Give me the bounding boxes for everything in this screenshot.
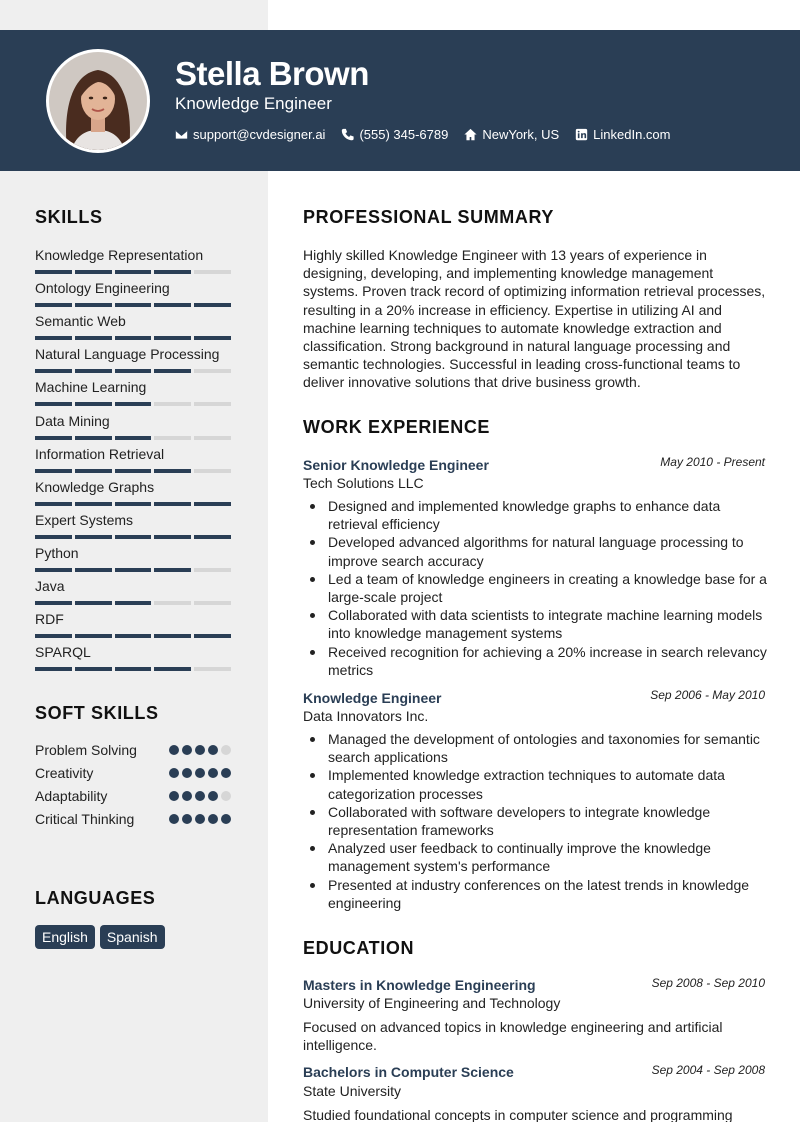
skill-level-bar (35, 303, 231, 307)
skill-level-segment (35, 667, 72, 671)
skill-item (35, 247, 231, 274)
skill-level-segment (115, 303, 152, 307)
skill-item (35, 446, 231, 473)
skill-level-segment (35, 369, 72, 373)
skill-item (35, 578, 231, 605)
skill-level-segment (115, 402, 152, 406)
soft-skill-rating (169, 791, 231, 801)
rating-dot (208, 745, 218, 755)
job-bullets (328, 497, 768, 679)
skill-level-segment (194, 502, 231, 506)
soft-skills-heading: SOFT SKILLS (35, 703, 159, 723)
rating-dot (195, 768, 205, 778)
skill-level-segment (115, 336, 152, 340)
education-heading: EDUCATION (303, 938, 415, 958)
skill-item (35, 512, 231, 539)
rating-dot (221, 791, 231, 801)
profile-photo (46, 49, 150, 153)
skill-level-segment (154, 469, 191, 473)
skill-name: Machine Learning (35, 379, 147, 396)
skill-level-bar (35, 336, 231, 340)
skill-level-segment (154, 502, 191, 506)
skill-level-segment (115, 436, 152, 440)
skill-level-segment (194, 436, 231, 440)
skill-name: Semantic Web (35, 313, 126, 330)
job-company: Tech Solutions LLC (303, 475, 424, 491)
job-title: Knowledge Engineer (303, 690, 442, 706)
soft-skill-rating (169, 768, 231, 778)
skill-level-segment (75, 336, 112, 340)
skill-level-segment (154, 601, 191, 605)
skill-name: Knowledge Graphs (35, 478, 155, 495)
contact-location (464, 127, 559, 142)
rating-dot (208, 791, 218, 801)
soft-skill-item (35, 788, 231, 804)
skill-level-segment (75, 634, 112, 638)
soft-skill-rating (169, 745, 231, 755)
skill-level-segment (115, 634, 152, 638)
skill-level-bar (35, 469, 231, 473)
skill-level-bar (35, 535, 231, 539)
skill-name: RDF (35, 611, 64, 628)
bullet-item: Collaborated with data scientists to integrate machine learning models into knowledge management systems (328, 606, 768, 642)
skill-level-segment (154, 369, 191, 373)
skill-level-segment (75, 502, 112, 506)
bullet-item: Presented at industry conferences on the latest trends in knowledge engineering (328, 876, 768, 912)
skill-level-bar (35, 667, 231, 671)
skill-level-segment (115, 469, 152, 473)
summary-text: Highly skilled Knowledge Engineer with 13 years of experience in designing, developing, and implementing knowledge management systems. Proven track record of optimizing information retrieval processes, resulting in a 20% increase in efficiency. Expertise in utilizing AI and machine learning techniques to automate knowledge extraction and classification. Strong background in natural language processing and semantic technologies. Successful in leading cross-functional teams to deliver innovative solutions that drive business growth. (303, 247, 766, 391)
skill-level-segment (194, 634, 231, 638)
soft-skill-name: Adaptability (35, 788, 108, 804)
soft-skill-item (35, 765, 231, 781)
skill-level-segment (194, 336, 231, 340)
contact-linkedin[interactable] (575, 127, 670, 142)
bullet-item: Received recognition for achieving a 20% increase in search relevancy metrics (328, 643, 767, 678)
contact-list (175, 127, 671, 142)
skill-level-segment (194, 601, 231, 605)
skill-level-segment (35, 601, 72, 605)
skill-level-segment (75, 667, 112, 671)
skill-level-segment (194, 667, 231, 671)
linkedin-icon (575, 128, 588, 141)
skill-level-segment (194, 270, 231, 274)
rating-dot (169, 768, 179, 778)
skill-name: Expert Systems (35, 511, 134, 528)
contact-email[interactable] (175, 127, 325, 142)
soft-skill-item (35, 811, 231, 827)
rating-dot (182, 814, 192, 824)
skill-level-segment (75, 469, 112, 473)
skill-level-segment (115, 270, 152, 274)
skill-name: Java (35, 578, 65, 594)
skill-name: Ontology Engineering (35, 280, 170, 297)
soft-skill-name: Critical Thinking (35, 811, 135, 827)
skill-level-bar (35, 601, 231, 605)
skill-level-segment (194, 535, 231, 539)
skill-name: Knowledge Representation (35, 247, 204, 263)
contact-phone-text: (555) 345-6789 (359, 127, 449, 142)
school-name: University of Engineering and Technology (303, 995, 561, 1011)
bullet-item: Designed and implemented knowledge graphs to enhance data retrieval efficiency (328, 497, 768, 533)
skill-level-segment (35, 436, 72, 440)
envelope-icon (175, 128, 188, 141)
skill-level-segment (194, 568, 231, 572)
job-date: Sep 2006 - May 2010 (650, 688, 765, 702)
degree-date: Sep 2008 - Sep 2010 (651, 976, 765, 990)
candidate-name: Stella Brown (175, 55, 369, 92)
skill-level-segment (75, 535, 112, 539)
skill-level-segment (35, 634, 72, 638)
skill-level-segment (154, 634, 191, 638)
skill-item (35, 280, 231, 307)
skill-level-segment (75, 568, 112, 572)
skill-level-segment (194, 402, 231, 406)
rating-dot (208, 814, 218, 824)
skill-item (35, 611, 231, 638)
skill-level-segment (154, 270, 191, 274)
skill-item (35, 545, 231, 572)
skill-level-segment (154, 568, 191, 572)
rating-dot (221, 814, 231, 824)
school-name: State University (303, 1083, 402, 1099)
degree-description: Focused on advanced topics in knowledge engineering and artificial intelligence. (303, 1019, 723, 1054)
soft-skill-item (35, 742, 231, 758)
bullet-item: Implemented knowledge extraction techniques to automate data categorization processes (328, 766, 768, 802)
skill-level-segment (75, 601, 112, 605)
skill-level-segment (75, 270, 112, 274)
skill-name: Information Retrieval (35, 445, 165, 462)
contact-phone[interactable] (341, 127, 448, 142)
skill-level-segment (75, 436, 112, 440)
skill-level-segment (115, 667, 152, 671)
skill-level-segment (75, 402, 112, 406)
soft-skill-name: Problem Solving (35, 742, 137, 758)
rating-dot (221, 745, 231, 755)
skill-level-segment (35, 469, 72, 473)
skill-level-segment (35, 568, 72, 572)
degree-date: Sep 2004 - Sep 2008 (651, 1063, 765, 1077)
header-banner (0, 30, 800, 171)
skill-name: SPARQL (35, 644, 91, 661)
skill-level-segment (154, 402, 191, 406)
skills-heading: SKILLS (35, 207, 103, 227)
skill-name: Data Mining (35, 412, 110, 429)
languages-list (35, 925, 165, 949)
skill-level-bar (35, 634, 231, 638)
skill-level-segment (154, 667, 191, 671)
skill-level-bar (35, 436, 231, 440)
bullet-item: Analyzed user feedback to continually improve the knowledge management system's performance (328, 839, 768, 875)
skill-level-segment (154, 303, 191, 307)
skill-level-segment (194, 469, 231, 473)
bullet-item: Managed the development of ontologies and taxonomies for semantic search applications (328, 730, 768, 766)
bullet-item: Led a team of knowledge engineers in creating a knowledge base for a large-scale project (328, 570, 767, 606)
bullet-item: Developed advanced algorithms for natural language processing to improve search accuracy (328, 533, 768, 569)
skill-level-bar (35, 568, 231, 572)
rating-dot (169, 814, 179, 824)
rating-dot (182, 768, 192, 778)
skill-level-segment (35, 336, 72, 340)
summary-heading: PROFESSIONAL SUMMARY (303, 207, 555, 227)
skill-level-segment (154, 535, 191, 539)
skill-level-segment (154, 336, 191, 340)
skill-level-segment (115, 502, 152, 506)
rating-dot (182, 791, 192, 801)
skill-level-bar (35, 369, 231, 373)
skill-level-segment (194, 303, 231, 307)
soft-skill-name: Creativity (35, 765, 94, 781)
skill-level-segment (115, 601, 152, 605)
home-icon (464, 128, 477, 141)
contact-location-text: NewYork, US (482, 127, 560, 142)
job-title: Senior Knowledge Engineer (303, 457, 489, 473)
skill-level-segment (35, 502, 72, 506)
rating-dot (195, 791, 205, 801)
language-badge: English (35, 925, 95, 949)
bullet-item: Collaborated with software developers to integrate knowledge representation frameworks (328, 803, 768, 839)
job-company: Data Innovators Inc. (303, 708, 429, 724)
phone-icon (341, 128, 354, 141)
skill-level-bar (35, 502, 231, 506)
skill-level-segment (115, 535, 152, 539)
job-date: May 2010 - Present (660, 455, 765, 469)
contact-linkedin-text: LinkedIn.com (593, 127, 671, 142)
candidate-role: Knowledge Engineer (175, 94, 332, 113)
skill-item (35, 479, 231, 506)
skill-level-segment (75, 303, 112, 307)
skill-item (35, 644, 231, 671)
skill-level-segment (115, 568, 152, 572)
skill-name: Python (35, 544, 79, 561)
skill-level-segment (115, 369, 152, 373)
skill-level-bar (35, 270, 231, 274)
skill-level-bar (35, 402, 231, 406)
skill-level-segment (35, 535, 72, 539)
experience-heading: WORK EXPERIENCE (303, 417, 491, 437)
languages-heading: LANGUAGES (35, 888, 156, 908)
skill-name: Natural Language Processing (35, 346, 220, 363)
skill-item (35, 313, 231, 340)
soft-skill-rating (169, 814, 231, 824)
skill-level-segment (35, 270, 72, 274)
degree-description: Studied foundational concepts in computer science and programming (303, 1107, 733, 1122)
rating-dot (195, 745, 205, 755)
job-bullets (328, 730, 768, 912)
skill-item (35, 379, 231, 406)
rating-dot (195, 814, 205, 824)
rating-dot (221, 768, 231, 778)
skill-level-segment (35, 303, 72, 307)
rating-dot (169, 745, 179, 755)
skill-item (35, 346, 231, 373)
skill-level-segment (194, 369, 231, 373)
skill-level-segment (154, 436, 191, 440)
skill-level-segment (75, 369, 112, 373)
rating-dot (208, 768, 218, 778)
skill-level-segment (35, 402, 72, 406)
skill-item (35, 413, 231, 440)
degree-title: Bachelors in Computer Science (303, 1064, 514, 1080)
language-badge: Spanish (100, 925, 165, 949)
degree-title: Masters in Knowledge Engineering (303, 977, 536, 993)
rating-dot (182, 745, 192, 755)
rating-dot (169, 791, 179, 801)
contact-email-text: support@cvdesigner.ai (193, 127, 326, 142)
